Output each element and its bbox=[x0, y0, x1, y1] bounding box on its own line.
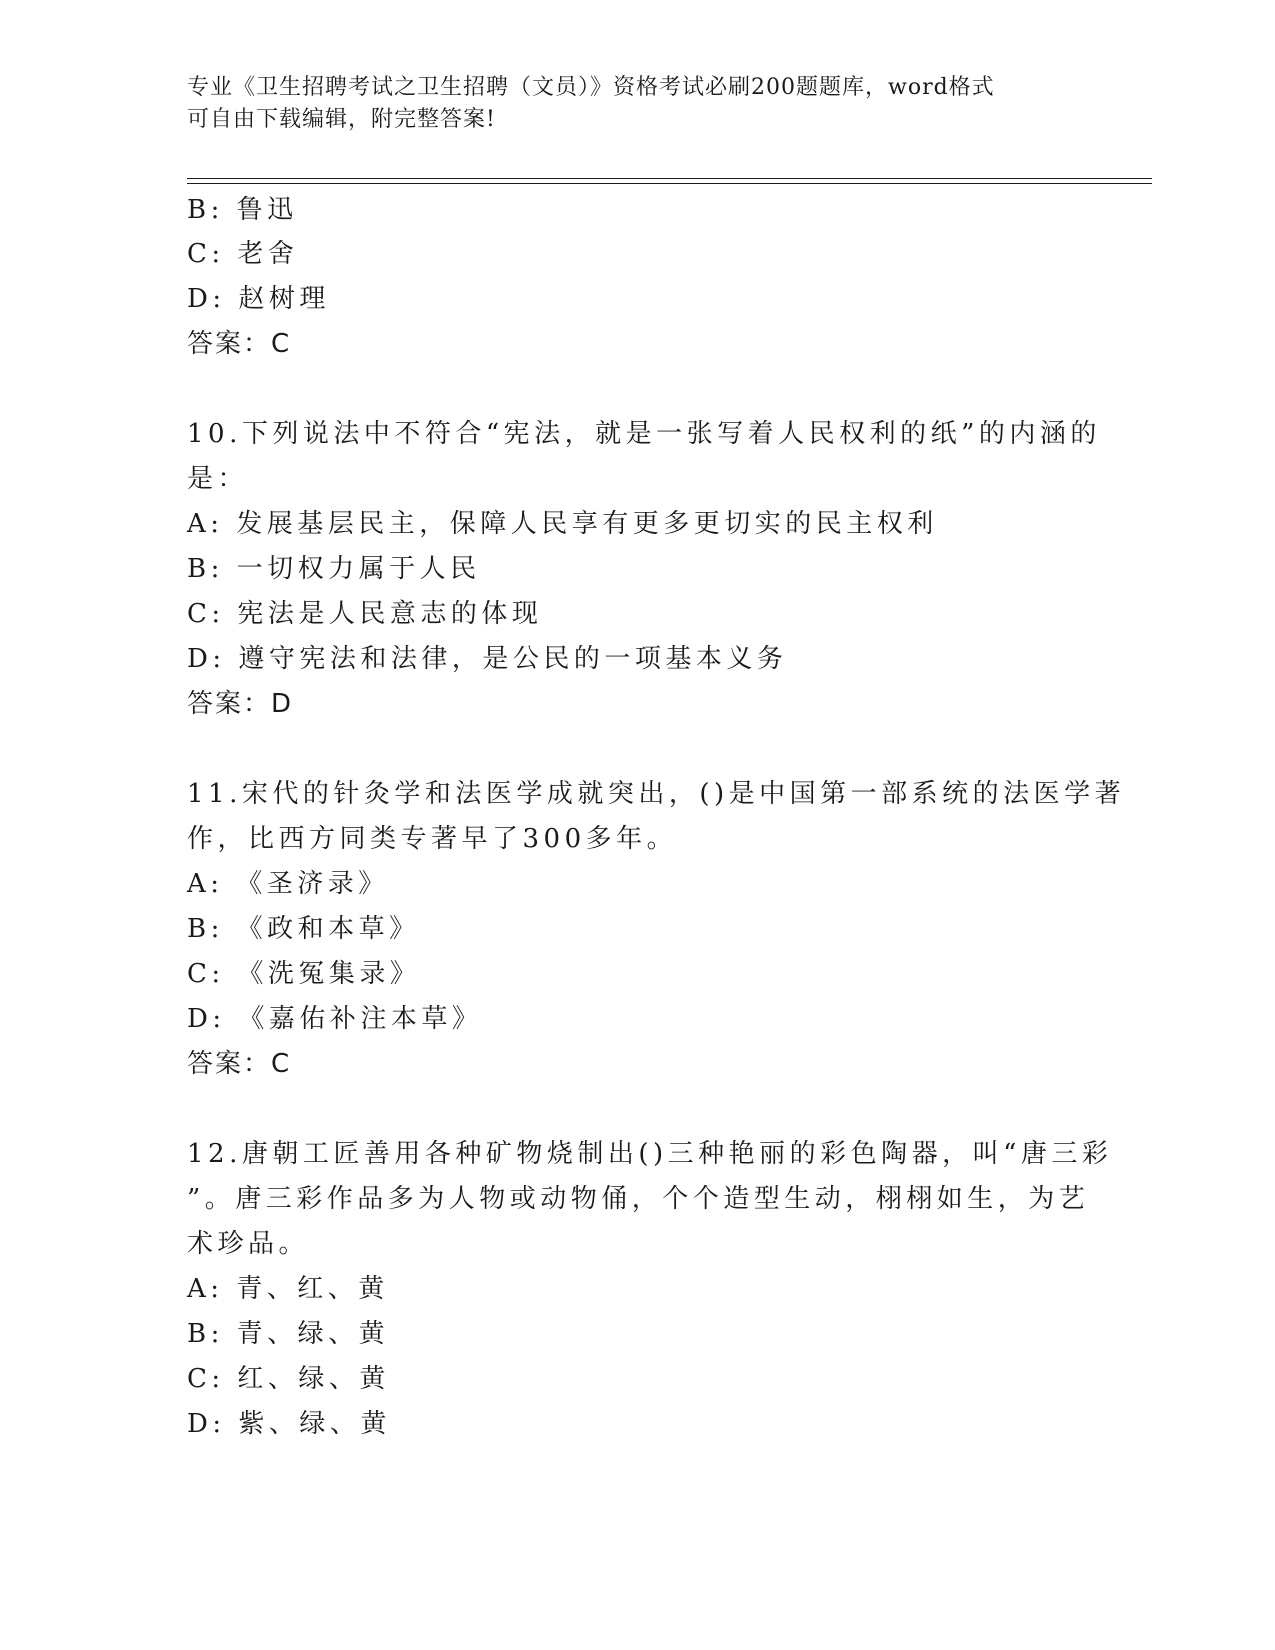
q10-question-line-2: 是： bbox=[187, 464, 249, 494]
header-line-2: 可自由下载编辑，附完整答案! bbox=[187, 107, 496, 132]
document-header bbox=[187, 72, 1067, 136]
q10-option-a: A: 发展基层民主，保障人民享有更多更切实的民主权利 bbox=[187, 509, 938, 539]
q10-option-c: C: 宪法是人民意志的体现 bbox=[187, 599, 543, 629]
q11-option-c: C: 《洗冤集录》 bbox=[187, 959, 421, 989]
q9-option-b: B: 鲁迅 bbox=[187, 195, 298, 225]
q12-option-d: D: 紫、绿、黄 bbox=[187, 1409, 391, 1439]
q12-option-b: B: 青、绿、黄 bbox=[187, 1319, 390, 1349]
q10-option-d: D: 遵守宪法和法律，是公民的一项基本义务 bbox=[187, 644, 788, 674]
q9-option-c: C: 老舍 bbox=[187, 239, 299, 269]
q11-question-line-2: 作，比西方同类专著早了300多年。 bbox=[187, 824, 678, 854]
header-divider-bottom bbox=[187, 183, 1152, 184]
q9-option-d: D: 赵树理 bbox=[187, 284, 330, 314]
header-divider-top bbox=[187, 178, 1152, 179]
q10-answer: 答案：D bbox=[187, 689, 294, 719]
q9-answer: 答案：C bbox=[187, 329, 292, 359]
q12-question-line-3: 术珍品。 bbox=[187, 1229, 310, 1259]
q12-option-a: A: 青、红、黄 bbox=[187, 1274, 389, 1304]
q10-question-line-1: 10.下列说法中不符合“宪法，就是一张写着人民权利的纸”的内涵的 bbox=[187, 419, 1101, 449]
q12-question-line-2: ”。唐三彩作品多为人物或动物俑，个个造型生动，栩栩如生，为艺 bbox=[187, 1184, 1090, 1214]
q11-option-b: B: 《政和本草》 bbox=[187, 914, 420, 944]
q11-option-d: D: 《嘉佑补注本草》 bbox=[187, 1004, 483, 1034]
q12-question-line-1: 12.唐朝工匠善用各种矿物烧制出()三种艳丽的彩色陶器，叫“唐三彩 bbox=[187, 1139, 1113, 1169]
q10-option-b: B: 一切权力属于人民 bbox=[187, 554, 481, 584]
q11-answer: 答案：C bbox=[187, 1049, 292, 1079]
header-line-1: 专业《卫生招聘考试之卫生招聘（文员）》资格考试必刷200题题库，word格式 bbox=[187, 75, 995, 100]
q11-option-a: A: 《圣济录》 bbox=[187, 869, 389, 899]
q11-question-line-1: 11.宋代的针灸学和法医学成就突出，()是中国第一部系统的法医学著 bbox=[187, 779, 1126, 809]
q12-option-c: C: 红、绿、黄 bbox=[187, 1364, 390, 1394]
